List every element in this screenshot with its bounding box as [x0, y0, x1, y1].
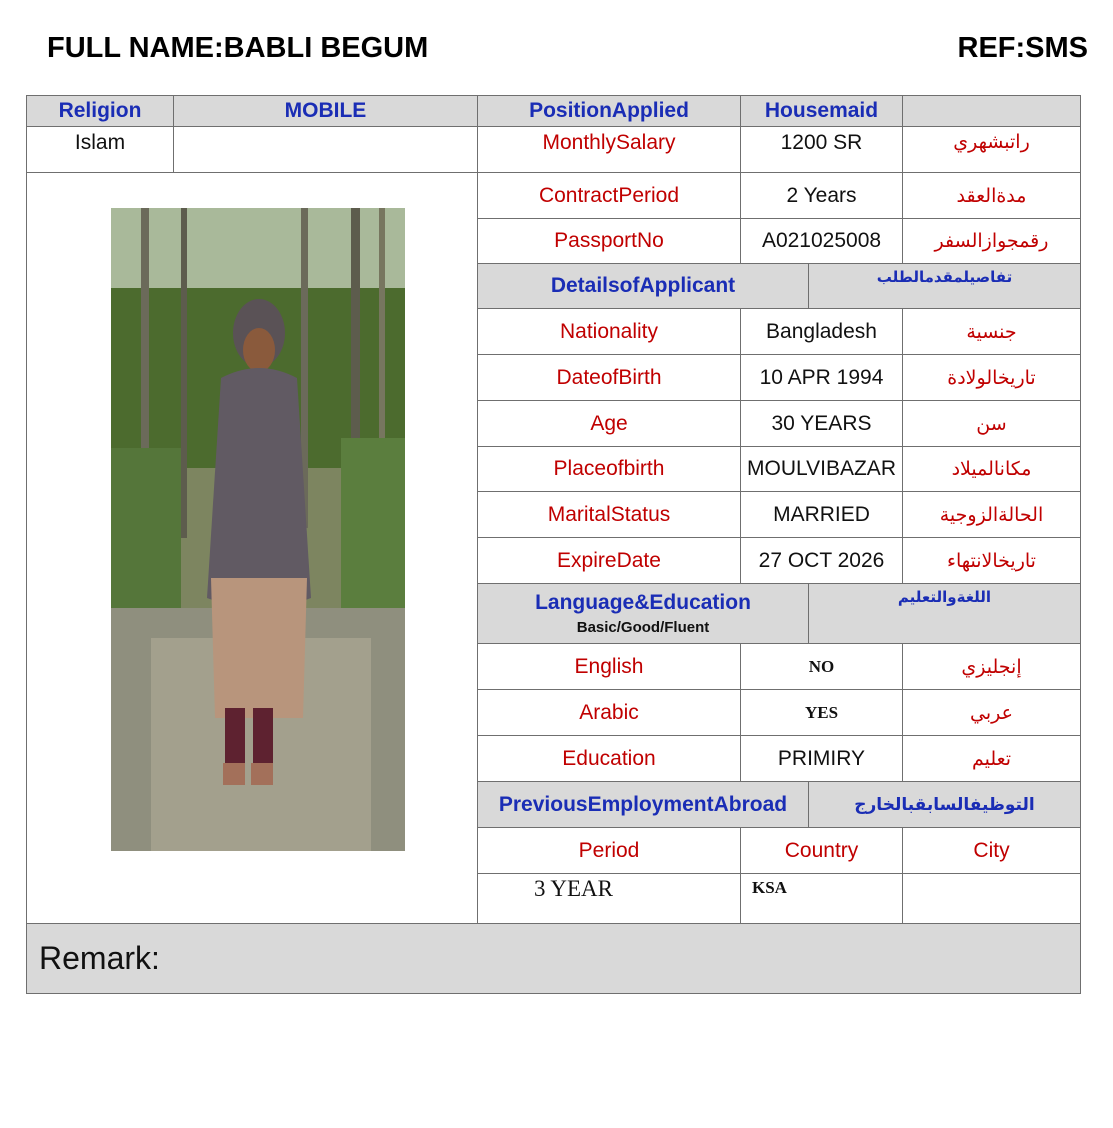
arabic-marital-status: الحالةالزوجية [902, 491, 1081, 538]
arabic-age: سن [902, 400, 1081, 447]
mobile-value [173, 126, 478, 173]
language-section-title: Language&Education [535, 591, 751, 614]
remark-label: Remark: [39, 940, 160, 976]
label-passport-no: PassportNo [477, 218, 741, 264]
employment-period-value: 3 YEAR [477, 873, 741, 924]
position-applied-value: Housemaid [740, 95, 903, 127]
position-applied-header: PositionApplied [477, 95, 741, 127]
label-arabic: Arabic [477, 689, 741, 736]
language-section-scale: Basic/Good/Fluent [576, 619, 710, 636]
mobile-header: MOBILE [173, 95, 478, 127]
remark-field [26, 923, 1081, 994]
details-section-arabic: تفاصيلمقدمالطلب [808, 263, 1081, 309]
value-passport-no: A021025008 [740, 218, 903, 264]
arabic-expire-date: تاريخالانتهاء [902, 537, 1081, 584]
label-age: Age [477, 400, 741, 447]
value-nationality: Bangladesh [740, 308, 903, 355]
label-english: English [477, 643, 741, 690]
language-section-arabic: اللغةوالتعليم [808, 583, 1081, 644]
religion-header: Religion [26, 95, 174, 127]
arabic-education: تعليم [902, 735, 1081, 782]
arabic-contract-period: مدةالعقد [902, 172, 1081, 219]
label-date-of-birth: DateofBirth [477, 354, 741, 401]
value-age: 30 YEARS [740, 400, 903, 447]
value-contract-period: 2 Years [740, 172, 903, 219]
employment-city-value [902, 873, 1081, 924]
employment-col-period: Period [477, 827, 741, 874]
employment-country-value: KSA [740, 873, 903, 924]
label-marital-status: MaritalStatus [477, 491, 741, 538]
value-english: NO [740, 643, 903, 690]
value-expire-date: 27 OCT 2026 [740, 537, 903, 584]
reference-heading: REF:SMS [957, 32, 1088, 64]
label-contract-period: ContractPeriod [477, 172, 741, 219]
arabic-date-of-birth: تاريخالولادة [902, 354, 1081, 401]
label-education: Education [477, 735, 741, 782]
employment-col-country: Country [740, 827, 903, 874]
full-name-heading: FULL NAME:BABLI BEGUM [47, 32, 429, 64]
employment-section-arabic: التوظيفالسابقبالخارج [808, 781, 1081, 828]
arabic-nationality: جنسية [902, 308, 1081, 355]
value-date-of-birth: 10 APR 1994 [740, 354, 903, 401]
arabic-place-of-birth: مكانالميلاد [902, 446, 1081, 492]
employment-col-city: City [902, 827, 1081, 874]
position-applied-blank [902, 95, 1081, 127]
label-place-of-birth: Placeofbirth [477, 446, 741, 492]
value-education: PRIMIRY [740, 735, 903, 782]
arabic-monthly-salary: راتبشهري [902, 126, 1081, 173]
value-monthly-salary: 1200 SR [740, 126, 903, 173]
employment-section-header: PreviousEmploymentAbroad [477, 781, 809, 828]
arabic-arabic: عربي [902, 689, 1081, 736]
details-section-header: DetailsofApplicant [477, 263, 809, 309]
value-arabic: YES [740, 689, 903, 736]
label-nationality: Nationality [477, 308, 741, 355]
applicant-photo [111, 208, 405, 851]
label-monthly-salary: MonthlySalary [477, 126, 741, 173]
arabic-passport-no: رقمجوازالسفر [902, 218, 1081, 264]
religion-value: Islam [26, 126, 174, 173]
value-place-of-birth: MOULVIBAZAR [740, 446, 903, 492]
label-expire-date: ExpireDate [477, 537, 741, 584]
language-section-header [477, 583, 809, 644]
arabic-english: إنجليزي [902, 643, 1081, 690]
value-marital-status: MARRIED [740, 491, 903, 538]
